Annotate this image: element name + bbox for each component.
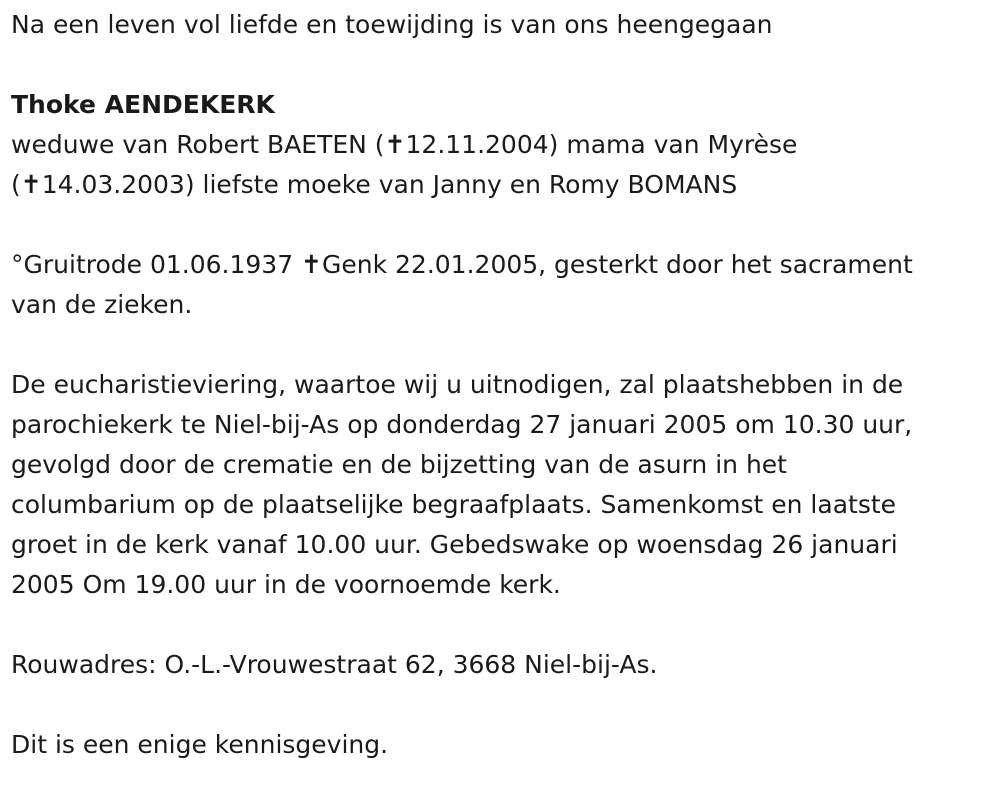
mourning-address: Rouwadres: O.-L.-Vrouwestraat 62, 3668 Niel-bij-As.	[11, 650, 658, 679]
ceremony-line: columbarium op de plaatselijke begraafplaats. Samenkomst en laatste	[11, 490, 897, 519]
spacer	[11, 605, 1000, 645]
ceremony-line: parochiekerk te Niel-bij-As op donderdag 27 januari 2005 om 10.30 uur,	[11, 410, 913, 439]
intro-text: Na een leven vol liefde en toewijding is van ons heengegaan	[11, 10, 773, 39]
ceremony-line: 2005 Om 19.00 uur in de voornoemde kerk.	[11, 570, 561, 599]
spacer	[11, 45, 1000, 85]
relations-line: (✝14.03.2003) liefste moeke van Janny en Romy BOMANS	[11, 170, 738, 199]
spacer	[11, 325, 1000, 365]
birth-death-line: °Gruitrode 01.06.1937 ✝Genk 22.01.2005, gesterkt door het sacrament	[11, 250, 913, 279]
birth-death-line: van de zieken.	[11, 290, 193, 319]
closing-text: Dit is een enige kennisgeving.	[11, 730, 389, 759]
ceremony-line: gevolgd door de crematie en de bijzetting van de asurn in het	[11, 450, 787, 479]
spacer	[11, 205, 1000, 245]
spacer	[11, 685, 1000, 725]
ceremony-line: groet in de kerk vanaf 10.00 uur. Gebedswake op woensdag 26 januari	[11, 530, 898, 559]
relations-line: weduwe van Robert BAETEN (✝12.11.2004) mama van Myrèse	[11, 130, 798, 159]
ceremony-paragraph	[11, 365, 1000, 605]
relations-paragraph	[11, 125, 1000, 205]
ceremony-line: De eucharistieviering, waartoe wij u uitnodigen, zal plaatshebben in de	[11, 370, 904, 399]
deceased-name: Thoke AENDEKERK	[11, 90, 275, 119]
birth-death-paragraph	[11, 245, 1000, 325]
